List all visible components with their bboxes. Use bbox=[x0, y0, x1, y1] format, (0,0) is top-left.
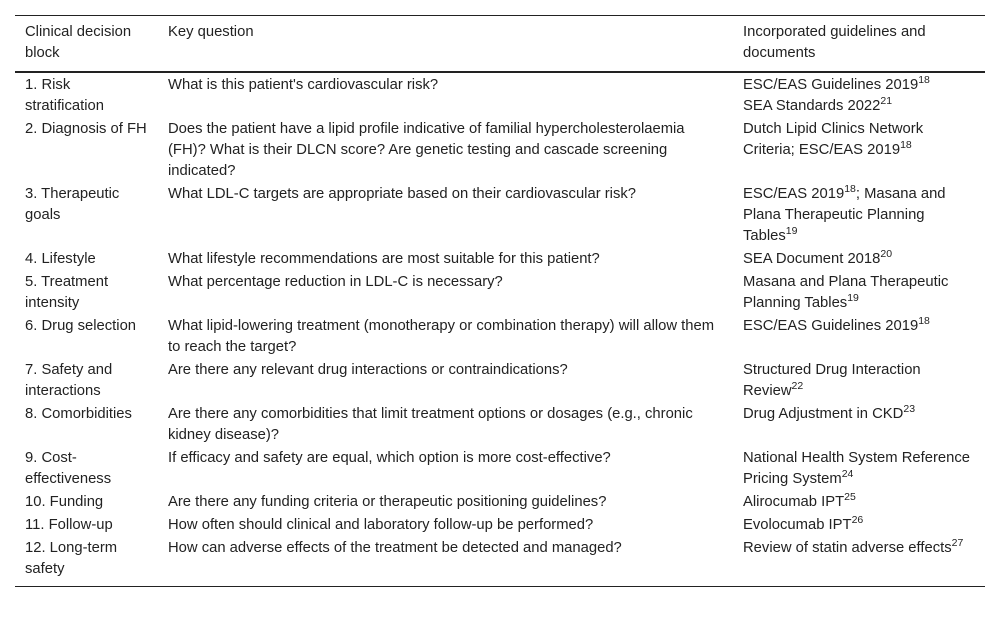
header-clinical-decision-block: Clinical decision block bbox=[25, 24, 132, 61]
citation-number: 26 bbox=[851, 514, 864, 527]
key-question-cell: What percentage reduction in LDL-C is necessary? bbox=[168, 274, 503, 290]
guideline-text: SEA Standards 2022 bbox=[743, 98, 881, 114]
citation-number: 18 bbox=[918, 315, 930, 328]
key-question-cell: What lipid-lowering treatment (monotherapy or combination therapy) will allow them to reach the target? bbox=[168, 318, 715, 355]
guidelines-cell bbox=[733, 491, 985, 514]
decision-block-cell: 1. Risk stratification bbox=[25, 77, 104, 114]
citation-number: 18 bbox=[900, 139, 912, 152]
guideline-text: SEA Document 2018 bbox=[743, 251, 881, 267]
citation-number: 18 bbox=[918, 74, 930, 87]
table-body bbox=[15, 72, 985, 587]
table-row bbox=[15, 248, 985, 271]
guideline-text: Structured Drug Interaction Review bbox=[743, 362, 921, 399]
citation-number: 19 bbox=[785, 225, 798, 238]
citation-number: 19 bbox=[847, 292, 859, 305]
decision-block-cell: 7. Safety and interactions bbox=[25, 362, 113, 399]
key-question-cell: What LDL-C targets are appropriate based on their cardiovascular risk? bbox=[168, 186, 636, 202]
guideline-text: Dutch Lipid Clinics Network Criteria; ESC/EAS 2019 bbox=[743, 121, 924, 158]
key-question-cell: If efficacy and safety are equal, which option is more cost-effective? bbox=[168, 450, 611, 466]
guidelines-cell bbox=[733, 72, 985, 118]
table-row bbox=[15, 118, 985, 183]
guidelines-cell bbox=[733, 118, 985, 183]
guideline-reference bbox=[743, 95, 893, 114]
citation-number: 25 bbox=[844, 491, 856, 504]
key-question-cell: Are there any funding criteria or therapeutic positioning guidelines? bbox=[168, 494, 607, 510]
guideline-text: Alirocumab IPT bbox=[743, 494, 845, 510]
guideline-text: ESC/EAS Guidelines 2019 bbox=[743, 77, 919, 93]
guideline-reference bbox=[743, 403, 916, 422]
decision-block-cell: 6. Drug selection bbox=[25, 318, 137, 334]
guideline-reference bbox=[743, 537, 964, 556]
guideline-reference bbox=[743, 450, 970, 487]
key-question-cell: What lifestyle recommendations are most suitable for this patient? bbox=[168, 251, 600, 267]
guidelines-cell bbox=[733, 315, 985, 359]
guideline-text: ESC/EAS 2019 bbox=[743, 186, 845, 202]
table-row bbox=[15, 315, 985, 359]
guideline-text: National Health System Reference Pricing System bbox=[743, 450, 970, 487]
guideline-reference bbox=[743, 121, 923, 158]
guideline-text: ; Masana and Plana Therapeutic Planning Tables bbox=[743, 186, 946, 244]
decision-block-cell: 11. Follow-up bbox=[25, 517, 113, 533]
decision-block-cell: 10. Funding bbox=[25, 494, 104, 510]
citation-number: 23 bbox=[903, 403, 916, 416]
guidelines-cell bbox=[733, 537, 985, 587]
header-incorporated-guidelines: Incorporated guidelines and documents bbox=[743, 24, 926, 61]
key-question-cell: What is this patient's cardiovascular risk? bbox=[168, 77, 439, 93]
citation-number: 27 bbox=[951, 537, 964, 550]
guideline-text: Evolocumab IPT bbox=[743, 517, 852, 533]
guidelines-cell bbox=[733, 271, 985, 315]
key-question-cell: How often should clinical and laboratory follow-up be performed? bbox=[168, 517, 594, 533]
table-row bbox=[15, 72, 985, 118]
guidelines-cell bbox=[733, 359, 985, 403]
table-row bbox=[15, 447, 985, 491]
decision-block-cell: 12. Long-term safety bbox=[25, 540, 118, 577]
guidelines-cell bbox=[733, 183, 985, 248]
guideline-reference bbox=[743, 362, 921, 399]
citation-number: 20 bbox=[880, 248, 893, 261]
guideline-reference bbox=[743, 315, 930, 334]
guideline-reference bbox=[743, 514, 864, 533]
guidelines-cell bbox=[733, 248, 985, 271]
decision-block-cell: 5. Treatment intensity bbox=[25, 274, 109, 311]
citation-number: 21 bbox=[880, 95, 893, 108]
table-row bbox=[15, 403, 985, 447]
header-row bbox=[15, 16, 985, 73]
key-question-cell: Are there any relevant drug interactions or contraindications? bbox=[168, 362, 568, 378]
key-question-cell: Does the patient have a lipid profile indicative of familial hypercholesterolaemia (FH)? What is their DLCN score? Are genetic testing and cascade screening indicated? bbox=[168, 121, 685, 179]
guideline-reference bbox=[743, 248, 893, 267]
decision-block-cell: 2. Diagnosis of FH bbox=[25, 121, 147, 137]
table-row bbox=[15, 271, 985, 315]
citation-number: 24 bbox=[841, 468, 854, 481]
table-row bbox=[15, 359, 985, 403]
citation-number: 22 bbox=[791, 380, 804, 393]
guideline-text: Masana and Plana Therapeutic Planning Tables bbox=[743, 274, 949, 311]
citation-number: 18 bbox=[844, 183, 856, 196]
decision-block-cell: 3. Therapeutic goals bbox=[25, 186, 120, 223]
guideline-text: Drug Adjustment in CKD bbox=[743, 406, 904, 422]
guidelines-cell bbox=[733, 403, 985, 447]
guideline-reference bbox=[743, 491, 856, 510]
guideline-text: ESC/EAS Guidelines 2019 bbox=[743, 318, 919, 334]
key-question-cell: How can adverse effects of the treatment be detected and managed? bbox=[168, 540, 622, 556]
decision-block-cell: 9. Cost-effectiveness bbox=[25, 450, 112, 487]
guideline-reference bbox=[743, 183, 856, 202]
guideline-reference bbox=[743, 274, 948, 311]
guidelines-cell bbox=[733, 514, 985, 537]
header-key-question: Key question bbox=[168, 24, 254, 40]
guideline-reference bbox=[743, 74, 930, 93]
table-row bbox=[15, 514, 985, 537]
table-header bbox=[15, 16, 985, 73]
guidelines-cell bbox=[733, 447, 985, 491]
table-row bbox=[15, 183, 985, 248]
decision-block-cell: 8. Comorbidities bbox=[25, 406, 132, 422]
table-row bbox=[15, 537, 985, 587]
decision-block-cell: 4. Lifestyle bbox=[25, 251, 96, 267]
table-row bbox=[15, 491, 985, 514]
clinical-decision-table bbox=[15, 15, 985, 587]
key-question-cell: Are there any comorbidities that limit treatment options or dosages (e.g., chronic kidney disease)? bbox=[168, 406, 693, 443]
guideline-text: Review of statin adverse effects bbox=[743, 540, 952, 556]
